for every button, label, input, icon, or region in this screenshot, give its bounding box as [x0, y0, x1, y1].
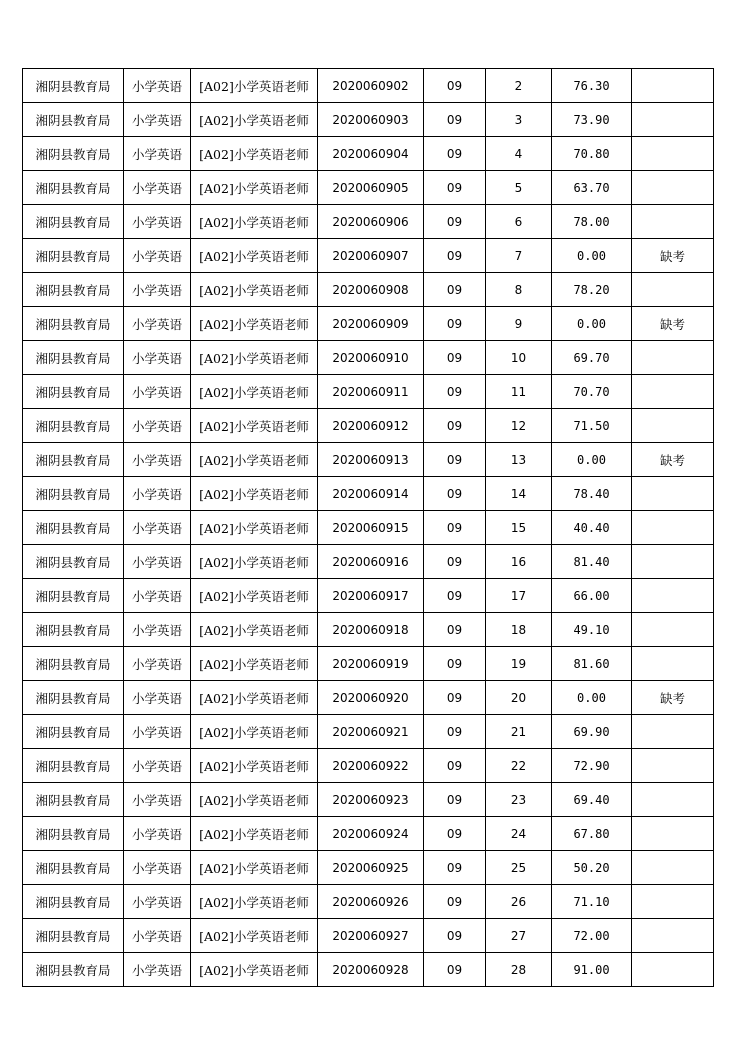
cell-position: [A02]小学英语老师 [191, 885, 318, 919]
table-row [23, 205, 714, 239]
table-row [23, 953, 714, 987]
cell-seat-number: 26 [486, 885, 552, 919]
cell-remark [632, 851, 714, 885]
table-row [23, 273, 714, 307]
cell-position: [A02]小学英语老师 [191, 171, 318, 205]
cell-unit: 湘阴县教育局 [23, 69, 124, 103]
cell-exam-room: 09 [424, 341, 486, 375]
cell-remark [632, 919, 714, 953]
cell-exam-room: 09 [424, 205, 486, 239]
cell-score: 81.40 [552, 545, 632, 579]
cell-exam-room: 09 [424, 103, 486, 137]
cell-seat-number: 14 [486, 477, 552, 511]
cell-subject: 小学英语 [124, 375, 191, 409]
cell-seat-number: 24 [486, 817, 552, 851]
cell-score: 66.00 [552, 579, 632, 613]
table-row [23, 171, 714, 205]
cell-seat-number: 5 [486, 171, 552, 205]
cell-exam-room: 09 [424, 137, 486, 171]
cell-position: [A02]小学英语老师 [191, 511, 318, 545]
cell-unit: 湘阴县教育局 [23, 511, 124, 545]
table-row [23, 341, 714, 375]
table-row [23, 647, 714, 681]
cell-unit: 湘阴县教育局 [23, 341, 124, 375]
cell-ticket-number: 2020060921 [318, 715, 424, 749]
cell-position: [A02]小学英语老师 [191, 273, 318, 307]
cell-subject: 小学英语 [124, 579, 191, 613]
cell-exam-room: 09 [424, 579, 486, 613]
cell-subject: 小学英语 [124, 885, 191, 919]
table-row [23, 443, 714, 477]
cell-position: [A02]小学英语老师 [191, 579, 318, 613]
cell-ticket-number: 2020060926 [318, 885, 424, 919]
cell-unit: 湘阴县教育局 [23, 273, 124, 307]
cell-subject: 小学英语 [124, 137, 191, 171]
cell-exam-room: 09 [424, 409, 486, 443]
cell-seat-number: 22 [486, 749, 552, 783]
table-row [23, 137, 714, 171]
cell-score: 63.70 [552, 171, 632, 205]
table-row [23, 477, 714, 511]
cell-position: [A02]小学英语老师 [191, 443, 318, 477]
cell-ticket-number: 2020060917 [318, 579, 424, 613]
cell-exam-room: 09 [424, 817, 486, 851]
cell-subject: 小学英语 [124, 171, 191, 205]
cell-subject: 小学英语 [124, 239, 191, 273]
table-row [23, 69, 714, 103]
cell-subject: 小学英语 [124, 511, 191, 545]
cell-subject: 小学英语 [124, 307, 191, 341]
cell-seat-number: 10 [486, 341, 552, 375]
cell-unit: 湘阴县教育局 [23, 103, 124, 137]
cell-unit: 湘阴县教育局 [23, 681, 124, 715]
cell-position: [A02]小学英语老师 [191, 307, 318, 341]
cell-subject: 小学英语 [124, 103, 191, 137]
cell-seat-number: 11 [486, 375, 552, 409]
cell-score: 78.20 [552, 273, 632, 307]
cell-remark [632, 477, 714, 511]
cell-position: [A02]小学英语老师 [191, 239, 318, 273]
cell-ticket-number: 2020060918 [318, 613, 424, 647]
cell-position: [A02]小学英语老师 [191, 817, 318, 851]
cell-score: 49.10 [552, 613, 632, 647]
cell-score: 50.20 [552, 851, 632, 885]
cell-exam-room: 09 [424, 443, 486, 477]
cell-subject: 小学英语 [124, 749, 191, 783]
cell-ticket-number: 2020060925 [318, 851, 424, 885]
cell-unit: 湘阴县教育局 [23, 409, 124, 443]
cell-ticket-number: 2020060923 [318, 783, 424, 817]
cell-seat-number: 19 [486, 647, 552, 681]
table-row [23, 919, 714, 953]
cell-exam-room: 09 [424, 851, 486, 885]
cell-subject: 小学英语 [124, 715, 191, 749]
cell-seat-number: 25 [486, 851, 552, 885]
cell-unit: 湘阴县教育局 [23, 307, 124, 341]
cell-seat-number: 18 [486, 613, 552, 647]
cell-ticket-number: 2020060903 [318, 103, 424, 137]
table-row [23, 885, 714, 919]
cell-ticket-number: 2020060906 [318, 205, 424, 239]
cell-exam-room: 09 [424, 171, 486, 205]
cell-subject: 小学英语 [124, 409, 191, 443]
cell-ticket-number: 2020060922 [318, 749, 424, 783]
cell-score: 70.70 [552, 375, 632, 409]
cell-subject: 小学英语 [124, 477, 191, 511]
cell-seat-number: 7 [486, 239, 552, 273]
cell-ticket-number: 2020060910 [318, 341, 424, 375]
cell-ticket-number: 2020060904 [318, 137, 424, 171]
cell-remark [632, 205, 714, 239]
cell-position: [A02]小学英语老师 [191, 749, 318, 783]
cell-position: [A02]小学英语老师 [191, 647, 318, 681]
cell-score: 0.00 [552, 681, 632, 715]
cell-exam-room: 09 [424, 545, 486, 579]
cell-ticket-number: 2020060902 [318, 69, 424, 103]
cell-exam-room: 09 [424, 647, 486, 681]
cell-seat-number: 6 [486, 205, 552, 239]
cell-exam-room: 09 [424, 919, 486, 953]
cell-exam-room: 09 [424, 783, 486, 817]
cell-score: 72.90 [552, 749, 632, 783]
cell-position: [A02]小学英语老师 [191, 375, 318, 409]
cell-remark [632, 783, 714, 817]
cell-ticket-number: 2020060924 [318, 817, 424, 851]
cell-remark [632, 103, 714, 137]
cell-score: 72.00 [552, 919, 632, 953]
cell-seat-number: 12 [486, 409, 552, 443]
cell-exam-room: 09 [424, 375, 486, 409]
cell-exam-room: 09 [424, 749, 486, 783]
cell-position: [A02]小学英语老师 [191, 715, 318, 749]
cell-score: 40.40 [552, 511, 632, 545]
cell-subject: 小学英语 [124, 783, 191, 817]
cell-position: [A02]小学英语老师 [191, 851, 318, 885]
cell-unit: 湘阴县教育局 [23, 477, 124, 511]
cell-position: [A02]小学英语老师 [191, 783, 318, 817]
cell-remark [632, 137, 714, 171]
cell-seat-number: 16 [486, 545, 552, 579]
table-row [23, 239, 714, 273]
cell-remark [632, 953, 714, 987]
cell-remark [632, 579, 714, 613]
cell-ticket-number: 2020060914 [318, 477, 424, 511]
cell-score: 73.90 [552, 103, 632, 137]
cell-ticket-number: 2020060927 [318, 919, 424, 953]
cell-remark [632, 409, 714, 443]
cell-unit: 湘阴县教育局 [23, 545, 124, 579]
cell-remark: 缺考 [632, 443, 714, 477]
cell-exam-room: 09 [424, 681, 486, 715]
cell-seat-number: 4 [486, 137, 552, 171]
cell-remark [632, 715, 714, 749]
cell-unit: 湘阴县教育局 [23, 783, 124, 817]
table-row [23, 681, 714, 715]
cell-remark [632, 749, 714, 783]
cell-remark [632, 885, 714, 919]
cell-exam-room: 09 [424, 715, 486, 749]
cell-position: [A02]小学英语老师 [191, 477, 318, 511]
cell-position: [A02]小学英语老师 [191, 103, 318, 137]
cell-ticket-number: 2020060912 [318, 409, 424, 443]
cell-exam-room: 09 [424, 239, 486, 273]
cell-subject: 小学英语 [124, 919, 191, 953]
cell-score: 71.50 [552, 409, 632, 443]
cell-position: [A02]小学英语老师 [191, 545, 318, 579]
cell-position: [A02]小学英语老师 [191, 919, 318, 953]
cell-position: [A02]小学英语老师 [191, 69, 318, 103]
cell-score: 67.80 [552, 817, 632, 851]
cell-exam-room: 09 [424, 511, 486, 545]
cell-remark [632, 171, 714, 205]
cell-ticket-number: 2020060919 [318, 647, 424, 681]
cell-remark: 缺考 [632, 681, 714, 715]
cell-ticket-number: 2020060913 [318, 443, 424, 477]
cell-seat-number: 15 [486, 511, 552, 545]
cell-seat-number: 23 [486, 783, 552, 817]
cell-remark [632, 545, 714, 579]
cell-score: 69.40 [552, 783, 632, 817]
cell-unit: 湘阴县教育局 [23, 579, 124, 613]
score-table-body [23, 69, 714, 987]
table-row [23, 613, 714, 647]
cell-position: [A02]小学英语老师 [191, 205, 318, 239]
table-row [23, 817, 714, 851]
cell-unit: 湘阴县教育局 [23, 953, 124, 987]
cell-score: 71.10 [552, 885, 632, 919]
cell-remark [632, 69, 714, 103]
cell-ticket-number: 2020060920 [318, 681, 424, 715]
cell-ticket-number: 2020060908 [318, 273, 424, 307]
cell-unit: 湘阴县教育局 [23, 919, 124, 953]
table-row [23, 783, 714, 817]
cell-subject: 小学英语 [124, 647, 191, 681]
cell-unit: 湘阴县教育局 [23, 205, 124, 239]
cell-exam-room: 09 [424, 477, 486, 511]
cell-subject: 小学英语 [124, 953, 191, 987]
cell-position: [A02]小学英语老师 [191, 137, 318, 171]
cell-subject: 小学英语 [124, 341, 191, 375]
cell-remark [632, 341, 714, 375]
cell-unit: 湘阴县教育局 [23, 851, 124, 885]
cell-score: 69.70 [552, 341, 632, 375]
table-row [23, 715, 714, 749]
cell-remark [632, 511, 714, 545]
cell-ticket-number: 2020060909 [318, 307, 424, 341]
cell-subject: 小学英语 [124, 69, 191, 103]
table-row [23, 851, 714, 885]
cell-remark [632, 817, 714, 851]
cell-position: [A02]小学英语老师 [191, 341, 318, 375]
cell-unit: 湘阴县教育局 [23, 817, 124, 851]
cell-unit: 湘阴县教育局 [23, 715, 124, 749]
cell-unit: 湘阴县教育局 [23, 239, 124, 273]
cell-seat-number: 8 [486, 273, 552, 307]
cell-remark: 缺考 [632, 307, 714, 341]
cell-subject: 小学英语 [124, 613, 191, 647]
cell-seat-number: 28 [486, 953, 552, 987]
cell-score: 76.30 [552, 69, 632, 103]
cell-unit: 湘阴县教育局 [23, 375, 124, 409]
cell-subject: 小学英语 [124, 273, 191, 307]
cell-position: [A02]小学英语老师 [191, 409, 318, 443]
cell-score: 0.00 [552, 239, 632, 273]
cell-ticket-number: 2020060907 [318, 239, 424, 273]
cell-exam-room: 09 [424, 613, 486, 647]
cell-seat-number: 3 [486, 103, 552, 137]
cell-seat-number: 20 [486, 681, 552, 715]
cell-position: [A02]小学英语老师 [191, 613, 318, 647]
cell-remark [632, 273, 714, 307]
cell-unit: 湘阴县教育局 [23, 613, 124, 647]
cell-exam-room: 09 [424, 307, 486, 341]
cell-ticket-number: 2020060928 [318, 953, 424, 987]
cell-seat-number: 17 [486, 579, 552, 613]
score-table [22, 68, 714, 987]
cell-score: 78.40 [552, 477, 632, 511]
cell-exam-room: 09 [424, 885, 486, 919]
table-row [23, 375, 714, 409]
cell-subject: 小学英语 [124, 205, 191, 239]
cell-exam-room: 09 [424, 953, 486, 987]
cell-subject: 小学英语 [124, 443, 191, 477]
cell-ticket-number: 2020060916 [318, 545, 424, 579]
cell-score: 0.00 [552, 443, 632, 477]
table-row [23, 103, 714, 137]
cell-remark [632, 613, 714, 647]
cell-score: 78.00 [552, 205, 632, 239]
table-row [23, 545, 714, 579]
cell-ticket-number: 2020060915 [318, 511, 424, 545]
cell-score: 70.80 [552, 137, 632, 171]
cell-score: 91.00 [552, 953, 632, 987]
cell-unit: 湘阴县教育局 [23, 171, 124, 205]
cell-ticket-number: 2020060911 [318, 375, 424, 409]
cell-unit: 湘阴县教育局 [23, 749, 124, 783]
cell-seat-number: 9 [486, 307, 552, 341]
cell-ticket-number: 2020060905 [318, 171, 424, 205]
cell-seat-number: 2 [486, 69, 552, 103]
cell-unit: 湘阴县教育局 [23, 647, 124, 681]
cell-position: [A02]小学英语老师 [191, 681, 318, 715]
cell-unit: 湘阴县教育局 [23, 443, 124, 477]
cell-remark [632, 647, 714, 681]
cell-seat-number: 13 [486, 443, 552, 477]
cell-unit: 湘阴县教育局 [23, 885, 124, 919]
cell-score: 0.00 [552, 307, 632, 341]
cell-seat-number: 27 [486, 919, 552, 953]
table-row [23, 511, 714, 545]
cell-remark [632, 375, 714, 409]
cell-exam-room: 09 [424, 69, 486, 103]
cell-score: 81.60 [552, 647, 632, 681]
table-row [23, 409, 714, 443]
cell-subject: 小学英语 [124, 817, 191, 851]
cell-subject: 小学英语 [124, 681, 191, 715]
table-row [23, 307, 714, 341]
cell-exam-room: 09 [424, 273, 486, 307]
cell-remark: 缺考 [632, 239, 714, 273]
cell-unit: 湘阴县教育局 [23, 137, 124, 171]
cell-position: [A02]小学英语老师 [191, 953, 318, 987]
cell-subject: 小学英语 [124, 545, 191, 579]
cell-score: 69.90 [552, 715, 632, 749]
cell-seat-number: 21 [486, 715, 552, 749]
cell-subject: 小学英语 [124, 851, 191, 885]
table-row [23, 579, 714, 613]
table-row [23, 749, 714, 783]
